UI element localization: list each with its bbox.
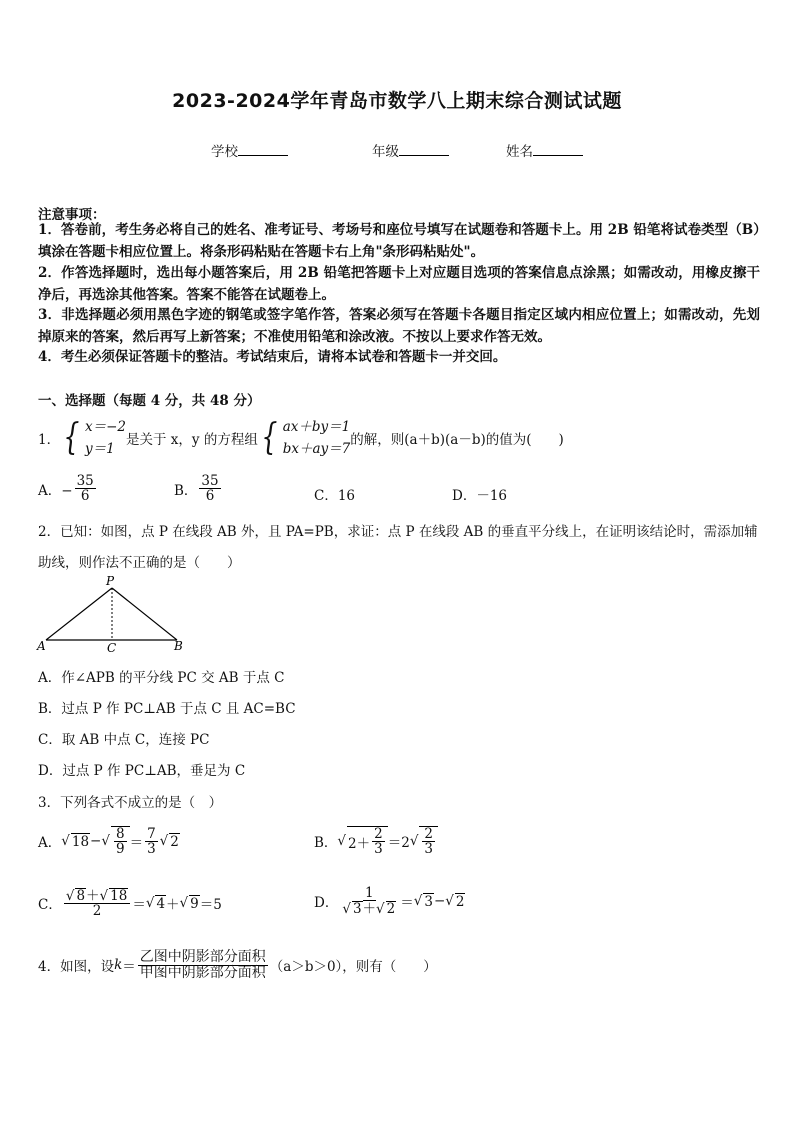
school-label: 学校 xyxy=(211,144,238,160)
q4-tail: （a＞b＞0），则有（ ） xyxy=(269,959,437,976)
q2-option-a[interactable]: A．作∠APB 的平分线 PC 交 AB 于点 C xyxy=(38,670,285,686)
name-field xyxy=(506,140,583,160)
label-b: B xyxy=(174,639,183,653)
q1-tail-text: 的解，则(a＋b)(a－b)的值为( ) xyxy=(350,432,564,448)
grade-blank[interactable] xyxy=(399,142,449,156)
notes-heading: 注意事项： xyxy=(38,207,106,223)
label-c: C xyxy=(107,641,117,655)
section-heading: 一、选择题（每题 4 分，共 48 分） xyxy=(38,393,261,409)
label-p: P xyxy=(106,574,115,588)
q2-stem-line-1: 2．已知：如图，点 P 在线段 AB 外，且 PA=PB，求证：点 P 在线段 AB 的垂直平分线上，在证明该结论时，需添加辅 xyxy=(38,524,758,540)
q4-ratio: $\frac{\text{乙图中阴影部分面积}}{\text{甲图中阴影部分面积}}$ xyxy=(139,949,266,981)
note-item-2: 2．作答选择题时，选出每小题答案后，用 2B 铅笔把答题卡上对应题目选项的答案信息点涂黑；如需改动，用橡皮擦干净后，再选涂其他答案。答案不能答在试题卷上。 xyxy=(38,265,760,303)
grade-label: 年级 xyxy=(372,144,399,160)
note-item-3: 3．非选择题必须用黑色字迹的钢笔或签字笔作答，答案必须写在答题卡各题目指定区域内相应位置上；如需改动，先划掉原来的答案，然后再写上新答案；不准使用铅笔和涂改液。不按以上要求作答无效。 xyxy=(38,307,760,345)
q3-stem: 3．下列各式不成立的是（ ） xyxy=(38,795,223,811)
q3-option-d[interactable]: D． $\frac{1}{√ 3+√ 2}$ ＝ √ 3 − √ 2 xyxy=(314,885,465,918)
q1-equation-system: { ax＋by＝1 bx＋ay＝7 xyxy=(261,417,351,458)
q2-option-d[interactable]: D．过点 P 作 PC⊥AB，垂足为 C xyxy=(38,763,246,779)
q3-option-b[interactable]: B． √ 2＋ $\frac{2}{3}$ ＝2 √ $\frac{2}{3}$ xyxy=(314,826,438,856)
q1-middle-text: 是关于 x，y 的方程组 xyxy=(126,432,258,448)
segment-pb xyxy=(112,588,177,640)
note-item-4: 4．考生必须保证答题卡的整洁。考试结束后，请将本试卷和答题卡一并交回。 xyxy=(38,349,507,365)
label-a: A xyxy=(37,639,46,653)
question-4 xyxy=(38,950,437,980)
q2-option-b[interactable]: B．过点 P 作 PC⊥AB 于点 C 且 AC=BC xyxy=(38,701,296,717)
q1-option-b[interactable]: B． $\frac{35}{6}$ xyxy=(174,473,219,505)
name-blank[interactable] xyxy=(533,142,583,156)
q3-option-a[interactable]: A． √ 18 − √ $\frac{8}{9}$ ＝ $\frac{7}{3}$ √ 2 xyxy=(38,825,179,858)
q1-option-c[interactable]: C．16 xyxy=(314,488,356,504)
q1-number: 1． xyxy=(38,432,61,448)
q3-option-c[interactable]: C． $\frac{√ 8+√ 18}{2}$ ＝ √ 4 ＋ √ 9 ＝5 xyxy=(38,888,222,920)
q2-triangle-figure xyxy=(34,572,194,656)
grade-field xyxy=(372,140,449,160)
note-item-1: 1．答卷前，考生务必将自己的姓名、准考证号、考场号和座位号填写在试题卷和答题卡上。用 2B 铅笔将试卷类型（B）填涂在答题卡相应位置上。将条形码粘贴在答题卡右上角"条形码粘贴处"。 xyxy=(38,222,760,260)
name-label: 姓名 xyxy=(506,144,533,160)
page-title: 2023-2024学年青岛市数学八上期末综合测试试题 xyxy=(172,90,622,112)
q2-option-c[interactable]: C．取 AB 中点 C，连接 PC xyxy=(38,732,210,748)
q1-option-d[interactable]: D．－16 xyxy=(452,488,508,504)
q1-solution-system: { x＝−2 y＝1 xyxy=(63,417,127,458)
school-blank[interactable] xyxy=(238,142,288,156)
q4-prefix: 4．如图，设 xyxy=(38,959,115,976)
school-field xyxy=(211,140,288,160)
q4-k: k xyxy=(114,957,123,974)
q1-option-a[interactable]: A．− $\frac{35}{6}$ xyxy=(38,473,94,505)
q2-stem-line-2: 助线，则作法不正确的是（ ） xyxy=(38,555,241,571)
segment-pa xyxy=(46,588,112,640)
question-1 xyxy=(38,416,564,460)
q4-eq: ＝ xyxy=(122,959,136,976)
